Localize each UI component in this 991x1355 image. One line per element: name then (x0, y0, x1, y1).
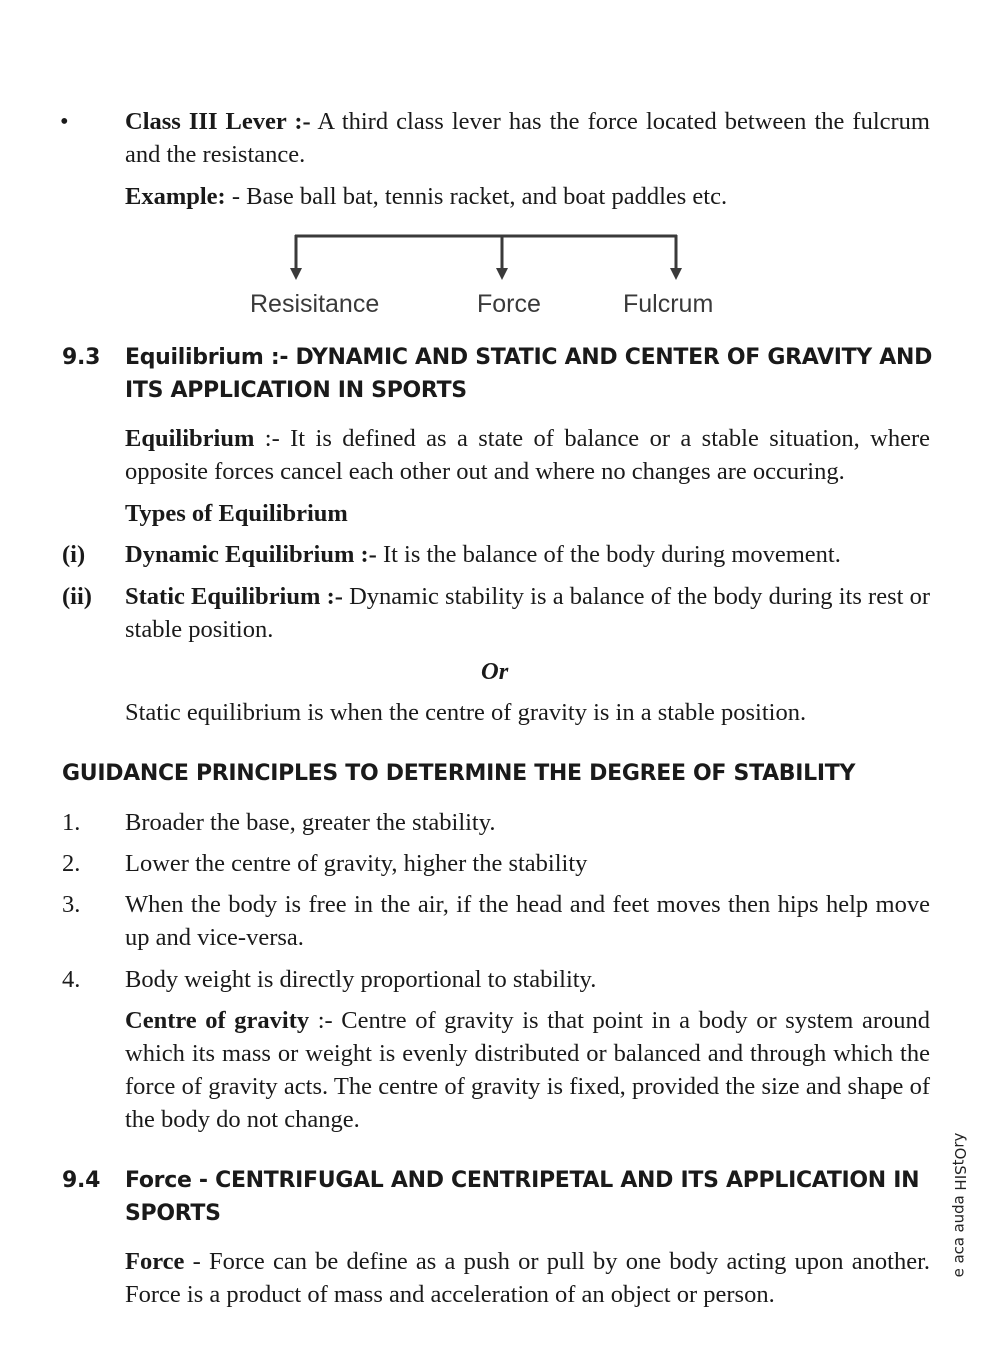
guidance-marker-1: 1. (62, 809, 81, 836)
guidance-item-1: Broader the base, greater the stability. (125, 809, 496, 836)
equilibrium-definition (125, 422, 930, 488)
equilibrium-term: Equilibrium (125, 425, 255, 452)
guidance-marker-3: 3. (62, 891, 81, 918)
cog-term: Centre of gravity (125, 1007, 310, 1034)
example-text: - Base ball bat, tennis racket, and boat paddles etc. (225, 183, 728, 210)
types-heading: Types of Equilibrium (125, 500, 348, 527)
force-term: Force (125, 1248, 185, 1275)
class3-text: A third class lever has the force located between the fulcrum and the resistance. (125, 108, 930, 168)
arrowhead-middle (496, 268, 508, 280)
static-text: Dynamic stability is a balance of the body during its rest or stable position. (125, 583, 931, 643)
section-9-4-number: 9.4 (62, 1168, 101, 1193)
static-equilibrium (125, 580, 930, 646)
class3-example (125, 180, 930, 213)
static-term: Static Equilibrium :- (125, 583, 343, 610)
side-margin-text (930, 1115, 990, 1295)
or-separator: Or (481, 658, 509, 685)
item-marker-ii: (ii) (62, 583, 92, 610)
diagram-label-resistance: Resisitance (250, 290, 380, 318)
example-label: Example: (125, 183, 226, 210)
section-9-3-number: 9.3 (62, 345, 101, 370)
guidance-marker-2: 2. (62, 850, 81, 877)
diagram-label-fulcrum: Fulcrum (623, 290, 714, 318)
cog-text: :- Centre of gravity is that point in a body or system around which its mass or weight is evenly distributed or balanced and through which the force of gravity acts. The centre of gravity is fixed, provided the size and shape of the body do not change. (125, 1007, 930, 1133)
guidance-marker-4: 4. (62, 966, 81, 993)
equilibrium-text: :- It is defined as a state of balance or a stable situation, where opposite forces cancel each other out and where no changes are occuring. (125, 425, 930, 485)
diagram-label-force: Force (477, 290, 541, 318)
static-note: Static equilibrium is when the centre of gravity is in a stable position. (125, 699, 807, 726)
class3-paragraph (125, 105, 930, 171)
centre-of-gravity-paragraph (125, 1004, 930, 1136)
dynamic-term: Dynamic Equilibrium :- (125, 541, 377, 568)
arrowhead-right (670, 268, 682, 280)
section-9-4-title: Force - CENTRIFUGAL AND CENTRIPETAL AND ITS APPLICATION IN SPORTS (125, 1168, 920, 1226)
item-marker-i: (i) (62, 541, 86, 568)
bullet: • (60, 108, 69, 135)
guidance-item-2: Lower the centre of gravity, higher the stability (125, 850, 588, 877)
guidance-heading: GUIDANCE PRINCIPLES TO DETERMINE THE DEGREE OF STABILITY (62, 761, 856, 786)
guidance-item-3: When the body is free in the air, if the head and feet moves then hips help move up and vice-versa. (125, 891, 930, 951)
side-margin-label: ʎɹOʇSIH ɐpnɐ ɐɔɐ ǝ (951, 1132, 969, 1278)
force-definition (125, 1245, 930, 1311)
dynamic-equilibrium (125, 538, 930, 571)
arrowhead-left (290, 268, 302, 280)
guidance-item-4: Body weight is directly proportional to stability. (125, 966, 597, 993)
lever-diagram (280, 228, 700, 288)
force-text: - Force can be define as a push or pull by one body acting upon another. Force is a product of mass and acceleration of an object or person. (125, 1248, 930, 1308)
section-9-3-title: Equilibrium :- DYNAMIC AND STATIC AND CENTER OF GRAVITY AND ITS APPLICATION IN SPORTS (125, 345, 933, 403)
class3-term: Class III Lever :- (125, 108, 311, 135)
dynamic-text: It is the balance of the body during movement. (376, 541, 841, 568)
